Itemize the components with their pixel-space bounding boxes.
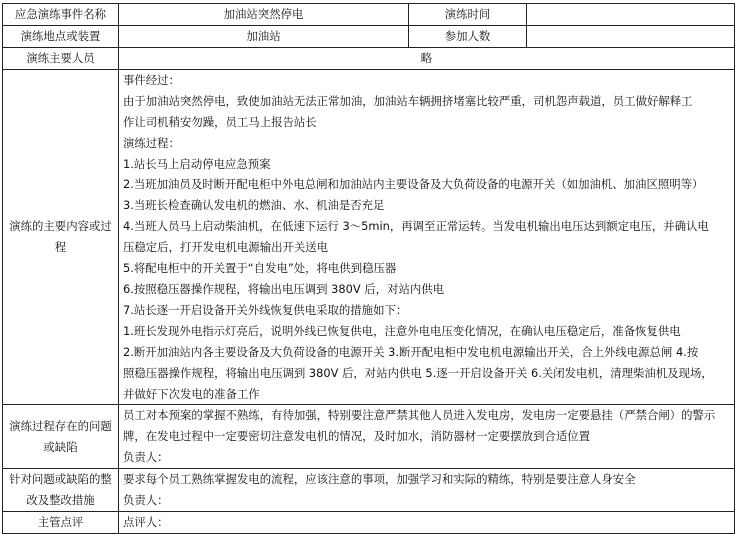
content-line: 1.站长马上启动停电应急预案 <box>123 156 271 171</box>
drill-time-label: 演练时间 <box>409 4 527 26</box>
content-line: 由于加油站突然停电，致使加油站无法正常加油，加油站车辆拥挤堵塞比较严重，司机怨声载道，员工做好解释工 <box>123 93 693 108</box>
supervisor-comment-body <box>119 511 735 533</box>
location-label: 演练地点或装置 <box>3 25 119 47</box>
event-name-label: 应急演练事件名称 <box>3 4 119 26</box>
drill-time-value <box>527 4 735 26</box>
main-personnel-label: 演练主要人员 <box>3 47 119 69</box>
reviewer-label: 点评人： <box>123 514 169 529</box>
content-line: 事件经过： <box>123 72 180 87</box>
drill-record-table <box>2 3 735 534</box>
problems-body <box>119 405 735 469</box>
content-line: 6.按照稳压器操作规程，将输出电压调到 380V 后，对站内供电 <box>123 281 445 296</box>
content-line: 1.班长发现外电指示灯亮后，说明外线已恢复供电，注意外电电压变化情况，在确认电压稳定后，准备恢复供电 <box>123 323 681 338</box>
content-line: 并做好下次发电的准备工作 <box>123 386 260 401</box>
content-line: 作让司机稍安勿躁，员工马上报告站长 <box>123 114 317 129</box>
rectification-responsible: 负责人： <box>123 493 169 508</box>
supervisor-comment-label: 主管点评 <box>3 511 119 533</box>
rectification-label: 针对问题或缺陷的整改及整改措施 <box>3 469 119 512</box>
main-personnel-value: 略 <box>119 47 735 69</box>
participant-count-value <box>527 25 735 47</box>
content-body <box>119 69 735 405</box>
content-line: 7.站长逐一开启设备开关外线恢复供电采取的措施如下： <box>123 302 408 317</box>
participant-count-label: 参加人数 <box>409 25 527 47</box>
content-label: 演练的主要内容或过程 <box>3 69 119 405</box>
location-value: 加油站 <box>119 25 409 47</box>
content-line: 照稳压器操作规程，将输出电压调到 380V 后，对站内供电 5.逐一开启设备开关 6.关闭发电机，清理柴油机及现场， <box>123 365 713 380</box>
rectification-body <box>119 469 735 512</box>
content-line: 3.当班长检查确认发电机的燃油、水、机油是否充足 <box>123 198 385 213</box>
content-line: 2.当班加油员及时断开配电柜中外电总闸和加油站内主要设备及大负荷设备的电源开关（如加油机、加油区照明等） <box>123 177 704 192</box>
content-line: 4.当班人员马上启动柴油机，在低速下运行 3～5min，再调至正常运转。当发电机输出电压达到额定电压，并确认电 <box>123 219 709 234</box>
event-name-value: 加油站突然停电 <box>119 4 409 26</box>
content-line: 压稳定后，打开发电机电源输出开关送电 <box>123 240 329 255</box>
rectification-text: 要求每个员工熟练掌握发电的流程，应该注意的事项，加强学习和实际的精练，特别是要注意人身安全 <box>123 472 636 487</box>
content-line: 2.断开加油站内各主要设备及大负荷设备的电源开关 3.断开配电柜中发电机电源输出开关，合上外线电源总闸 4.按 <box>123 344 699 359</box>
content-line: 演练过程： <box>123 135 180 150</box>
problems-text: 员工对本预案的掌握不熟练，有待加强，特别要注意严禁其他人员进入发电房，发电房一定要悬挂（严禁合闸）的警示牌，在发电过程中一定要密切注意发电机的情况，及时加水，消防器材一定要摆放到合适位置 <box>123 408 716 444</box>
content-line: 5.将配电柜中的开关置于“自发电”处，将电供到稳压器 <box>123 261 397 276</box>
problems-label: 演练过程存在的问题或缺陷 <box>3 405 119 469</box>
problems-responsible: 负责人： <box>123 450 169 465</box>
